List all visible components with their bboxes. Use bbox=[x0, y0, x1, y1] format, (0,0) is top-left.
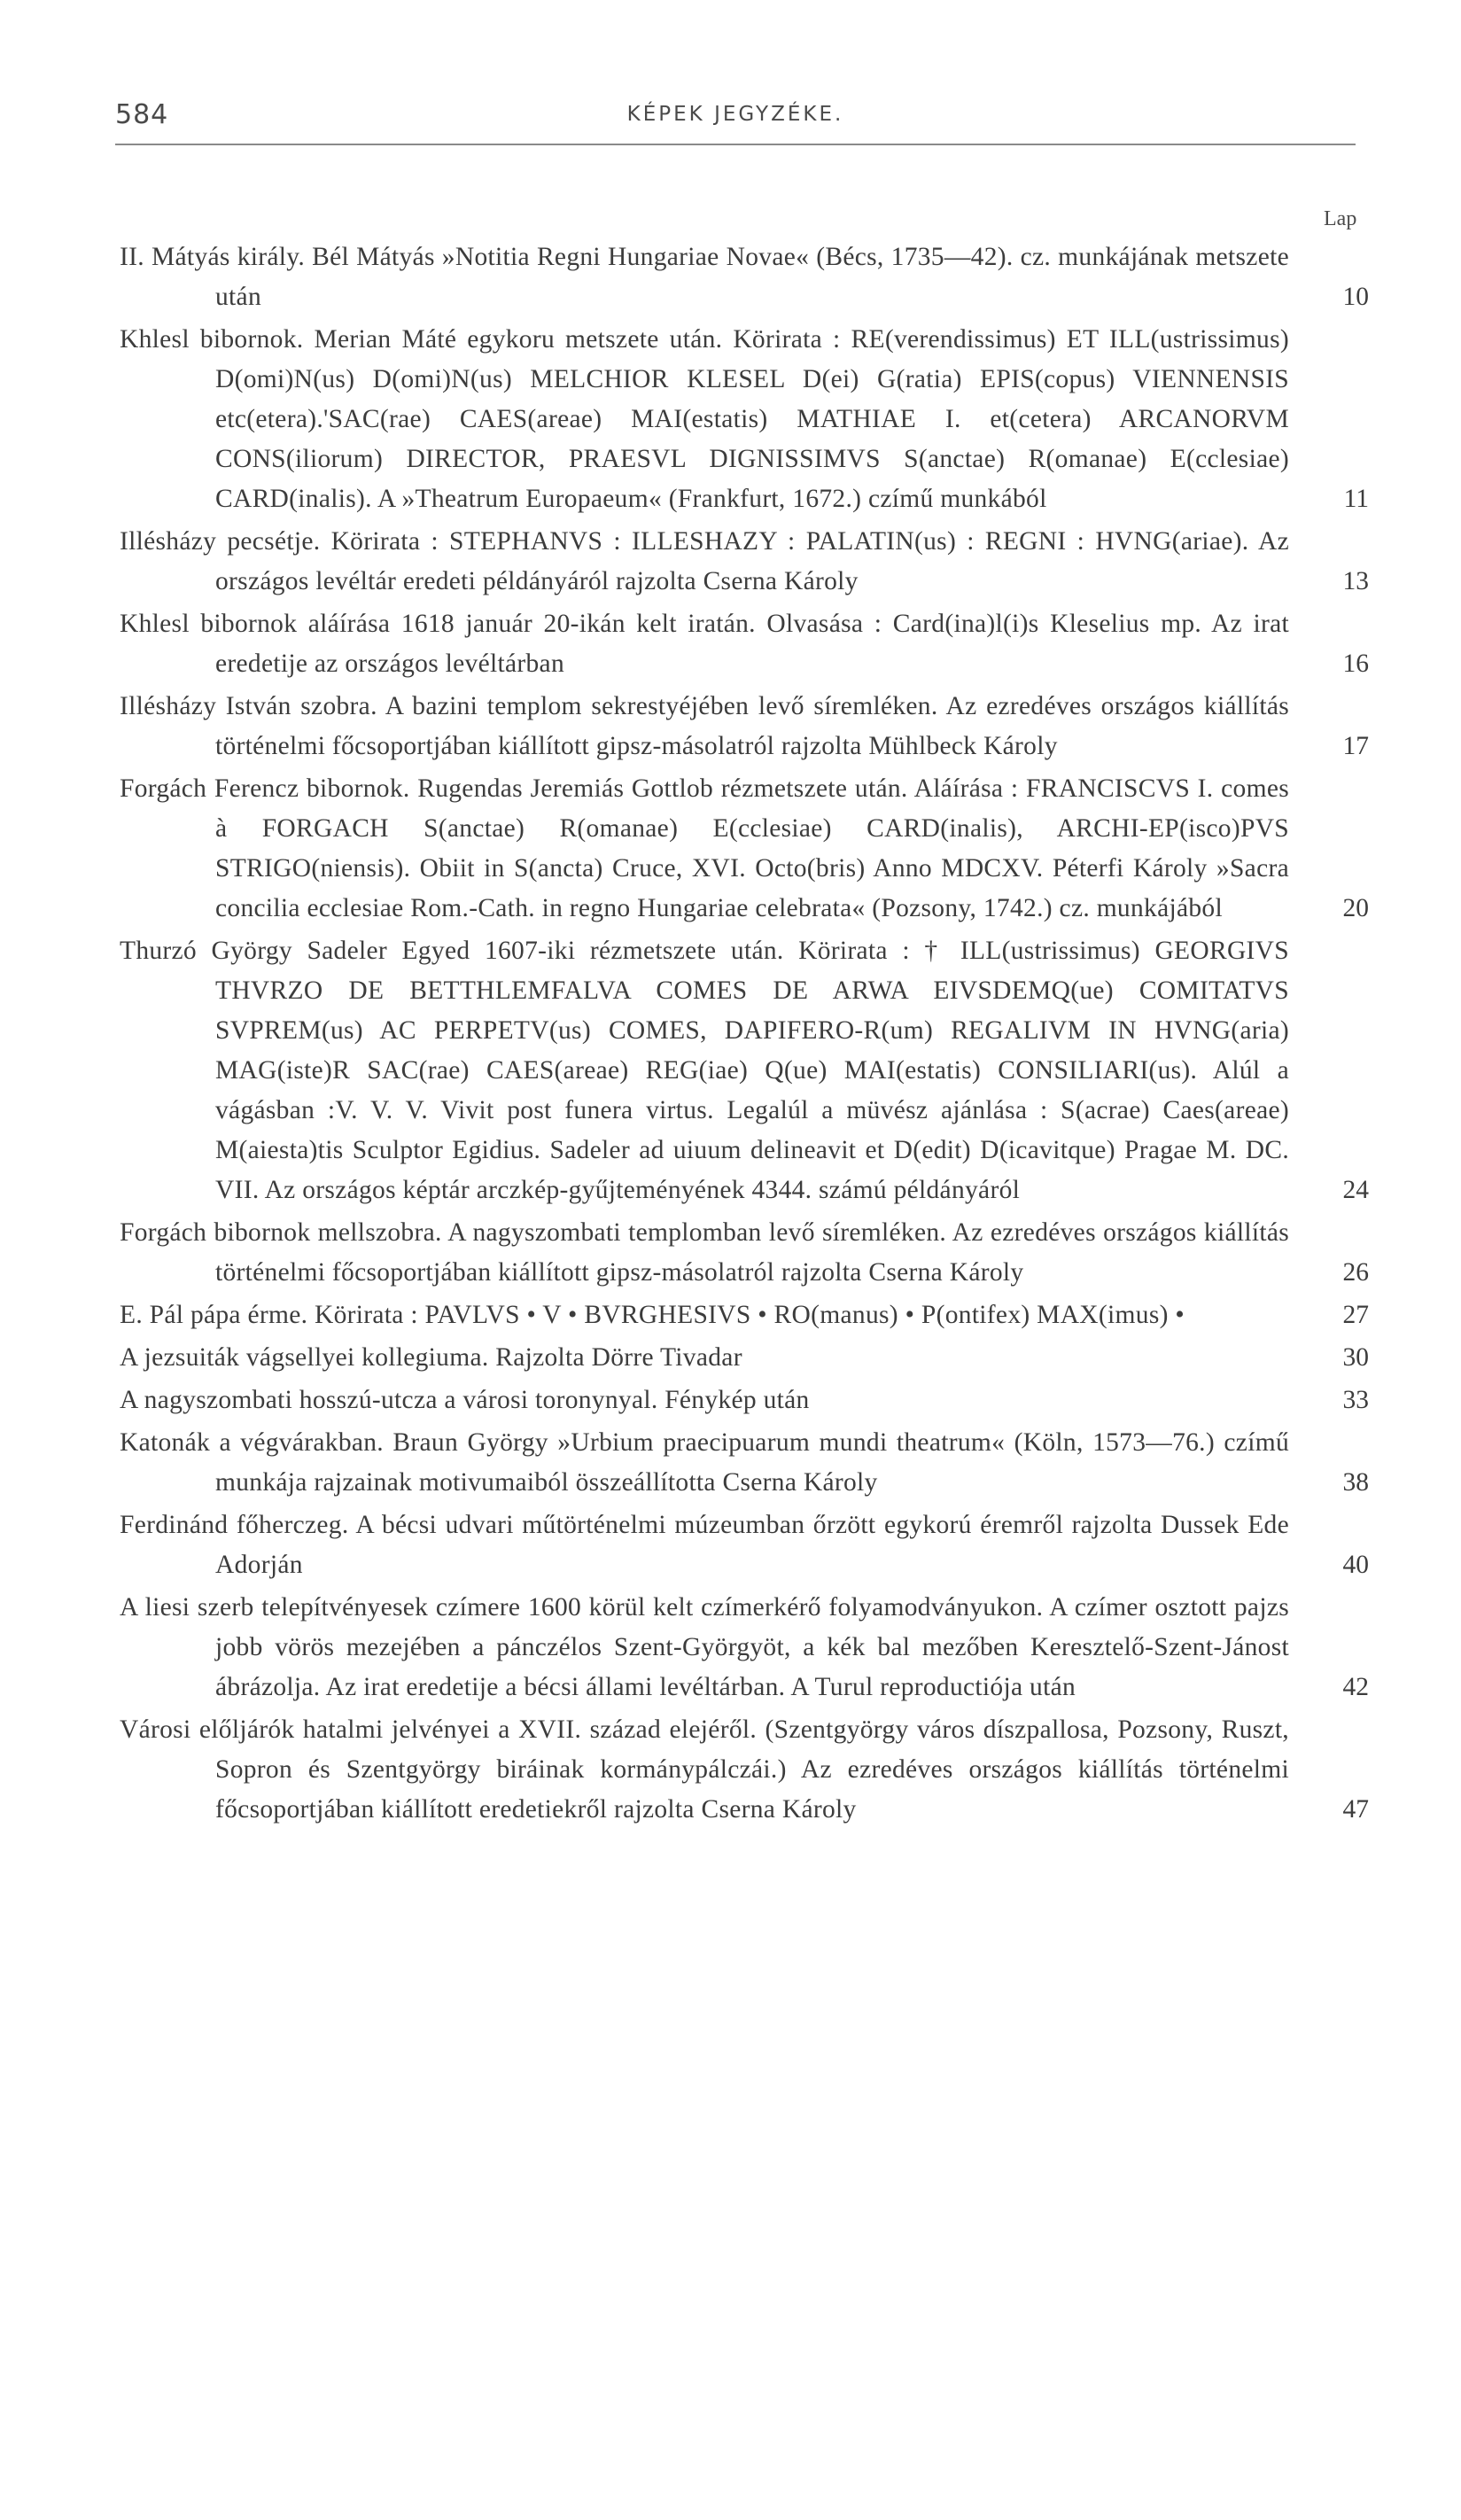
picture-index-list bbox=[120, 237, 1369, 1832]
entry-text: Ferdinánd főherczeg. A bécsi udvari műtörténelmi múzeumban őrzött egykorú éremről rajzolta Dussek Ede Adorján bbox=[120, 1511, 1289, 1579]
list-item bbox=[120, 1588, 1369, 1707]
list-item bbox=[120, 1381, 1369, 1420]
entry-text: II. Mátyás király. Bél Mátyás »Notitia Regni Hungariae Novae« (Bécs, 1735—42). cz. munkájának metszete után bbox=[120, 243, 1289, 311]
entry-page-number: 33 bbox=[1342, 1386, 1369, 1414]
list-item bbox=[120, 687, 1369, 766]
list-item bbox=[120, 1338, 1369, 1378]
entry-text: Városi előljárók hatalmi jelvényei a XVII. század elejéről. (Szentgyörgy város díszpallosa, Pozsony, Ruszt, Sopron és Szentgyörgy biráinak kormánypálczái.) Az ezredéves országos kiállítás történelmi főcsoportjában kiállított eredetiekről rajzolta Cserna Károly bbox=[120, 1715, 1289, 1824]
list-item bbox=[120, 1295, 1369, 1335]
entry-page-number: 13 bbox=[1342, 567, 1369, 595]
list-item bbox=[120, 1213, 1369, 1293]
page-header bbox=[115, 99, 1356, 135]
entry-page-number: 40 bbox=[1342, 1551, 1369, 1579]
entry-text: E. Pál pápa érme. Körirata : PAVLVS • V • BVRGHESIVS • RO(manus) • P(ontifex) MAX(imus) • bbox=[120, 1301, 1185, 1329]
entry-page-number: 10 bbox=[1342, 283, 1369, 311]
entry-text: Forgách Ferencz bibornok. Rugendas Jeremiás Gottlob rézmetszete után. Aláírása : FRANCISCVS I. comes à FORGACH S(anctae) R(omanae) E(cclesiae) CARD(inalis), ARCHI-EP(isco)PVS STRIGO(niensis). Obiit in S(ancta) Cruce, XVI. Octo(bris) Anno MDCXV. Péterfi Károly »Sacra concilia ecclesiae Rom.-Cath. in regno Hungariae celebrata« (Pozsony, 1742.) cz. munkájából bbox=[120, 774, 1289, 922]
list-item bbox=[120, 604, 1369, 684]
entry-text: A jezsuiták vágsellyei kollegiuma. Rajzolta Dörre Tivadar bbox=[120, 1343, 742, 1372]
entry-page-number: 27 bbox=[1342, 1301, 1369, 1329]
header-rule bbox=[115, 144, 1356, 145]
list-item bbox=[120, 931, 1369, 1210]
entry-page-number: 47 bbox=[1342, 1795, 1369, 1824]
entry-text: Forgách bibornok mellszobra. A nagyszombati templomban levő síremléken. Az ezredéves országos kiállítás történelmi főcsoportjában kiállított gipsz-másolatról rajzolta Cserna Károly bbox=[120, 1218, 1289, 1287]
entry-page-number: 30 bbox=[1342, 1343, 1369, 1372]
entry-page-number: 11 bbox=[1343, 485, 1369, 513]
list-item bbox=[120, 1710, 1369, 1830]
list-item bbox=[120, 320, 1369, 519]
entry-page-number: 16 bbox=[1342, 649, 1369, 678]
list-item bbox=[120, 1505, 1369, 1585]
entry-text: Khlesl bibornok aláírása 1618 január 20-ikán kelt iratán. Olvasása : Card(ina)l(i)s Kleselius mp. Az irat eredetije az országos levéltárban bbox=[120, 610, 1289, 678]
list-item bbox=[120, 1423, 1369, 1503]
entry-text: Illésházy István szobra. A bazini templom sekrestyéjében levő síremléken. Az ezredéves országos kiállítás történelmi főcsoportjában kiállított gipsz-másolatról rajzolta Mühlbeck Károly bbox=[120, 692, 1289, 760]
entry-page-number: 24 bbox=[1342, 1176, 1369, 1204]
running-title: KÉPEK JEGYZÉKE. bbox=[626, 103, 844, 126]
entry-page-number: 42 bbox=[1342, 1673, 1369, 1701]
list-item bbox=[120, 769, 1369, 929]
entry-page-number: 20 bbox=[1342, 894, 1369, 922]
page-number: 584 bbox=[115, 99, 169, 130]
entry-page-number: 26 bbox=[1342, 1258, 1369, 1287]
list-item bbox=[120, 237, 1369, 317]
entry-page-number: 38 bbox=[1342, 1468, 1369, 1497]
page-column-heading: Lap bbox=[1324, 207, 1357, 230]
entry-text: A nagyszombati hosszú-utcza a városi toronynyal. Fénykép után bbox=[120, 1386, 810, 1414]
entry-page-number: 17 bbox=[1342, 732, 1369, 760]
entry-text: Khlesl bibornok. Merian Máté egykoru metszete után. Körirata : RE(verendissimus) ET ILL(ustrissimus) D(omi)N(us) D(omi)N(us) MELCHIOR KLESEL D(ei) G(ratia) EPIS(copus) VIENNENSIS etc(etera).'SAC(rae) CAES(areae) MAI(estatis) MATHIAE I. et(cetera) ARCANORVM CONS(iliorum) DIRECTOR, PRAESVL DIGNISSIMVS S(anctae) R(omanae) E(cclesiae) CARD(inalis). A »Theatrum Europaeum« (Frankfurt, 1672.) czímű munkából bbox=[120, 325, 1289, 513]
list-item bbox=[120, 522, 1369, 602]
entry-text: A liesi szerb telepítvényesek czímere 1600 körül kelt czímerkérő folyamodványukon. A czímer osztott pajzs jobb vörös mezejében a pánczélos Szent-Györgyöt, a kék bal mezőben Keresztelő-Szent-Jánost ábrázolja. Az irat eredetije a bécsi állami levéltárban. A Turul reproductiója után bbox=[120, 1593, 1289, 1701]
entry-text: Thurzó György Sadeler Egyed 1607-iki rézmetszete után. Körirata : † ILL(ustrissimus) GEORGIVS THVRZO DE BETTHLEMFALVA COMES DE ARWA EIVSDEMQ(ue) COMITATVS SVPREM(us) AC PERPETV(us) COMES, DAPIFERO-R(um) REGALIVM IN HVNG(aria) MAG(iste)R SAC(rae) CAES(areae) REG(iae) Q(ue) MAI(estatis) CONSILIARI(us). Alúl a vágásban :V. V. V. Vivit post funera virtus. Legalúl a müvész ajánlása : S(acrae) Caes(areae) M(aiesta)tis Sculptor Egidius. Sadeler ad uiuum delineavit et D(edit) D(icavitque) Pragae M. DC. VII. Az országos képtár arczkép-gyűjteményének 4344. számú példányáról bbox=[120, 937, 1289, 1204]
entry-text: Illésházy pecsétje. Körirata : STEPHANVS : ILLESHAZY : PALATIN(us) : REGNI : HVNG(ariae). Az országos levéltár eredeti példányáról rajzolta Cserna Károly bbox=[120, 527, 1289, 595]
entry-text: Katonák a végvárakban. Braun György »Urbium praecipuarum mundi theatrum« (Köln, 1573—76.) czímű munkája rajzainak motivumaiból összeállította Cserna Károly bbox=[120, 1428, 1289, 1497]
